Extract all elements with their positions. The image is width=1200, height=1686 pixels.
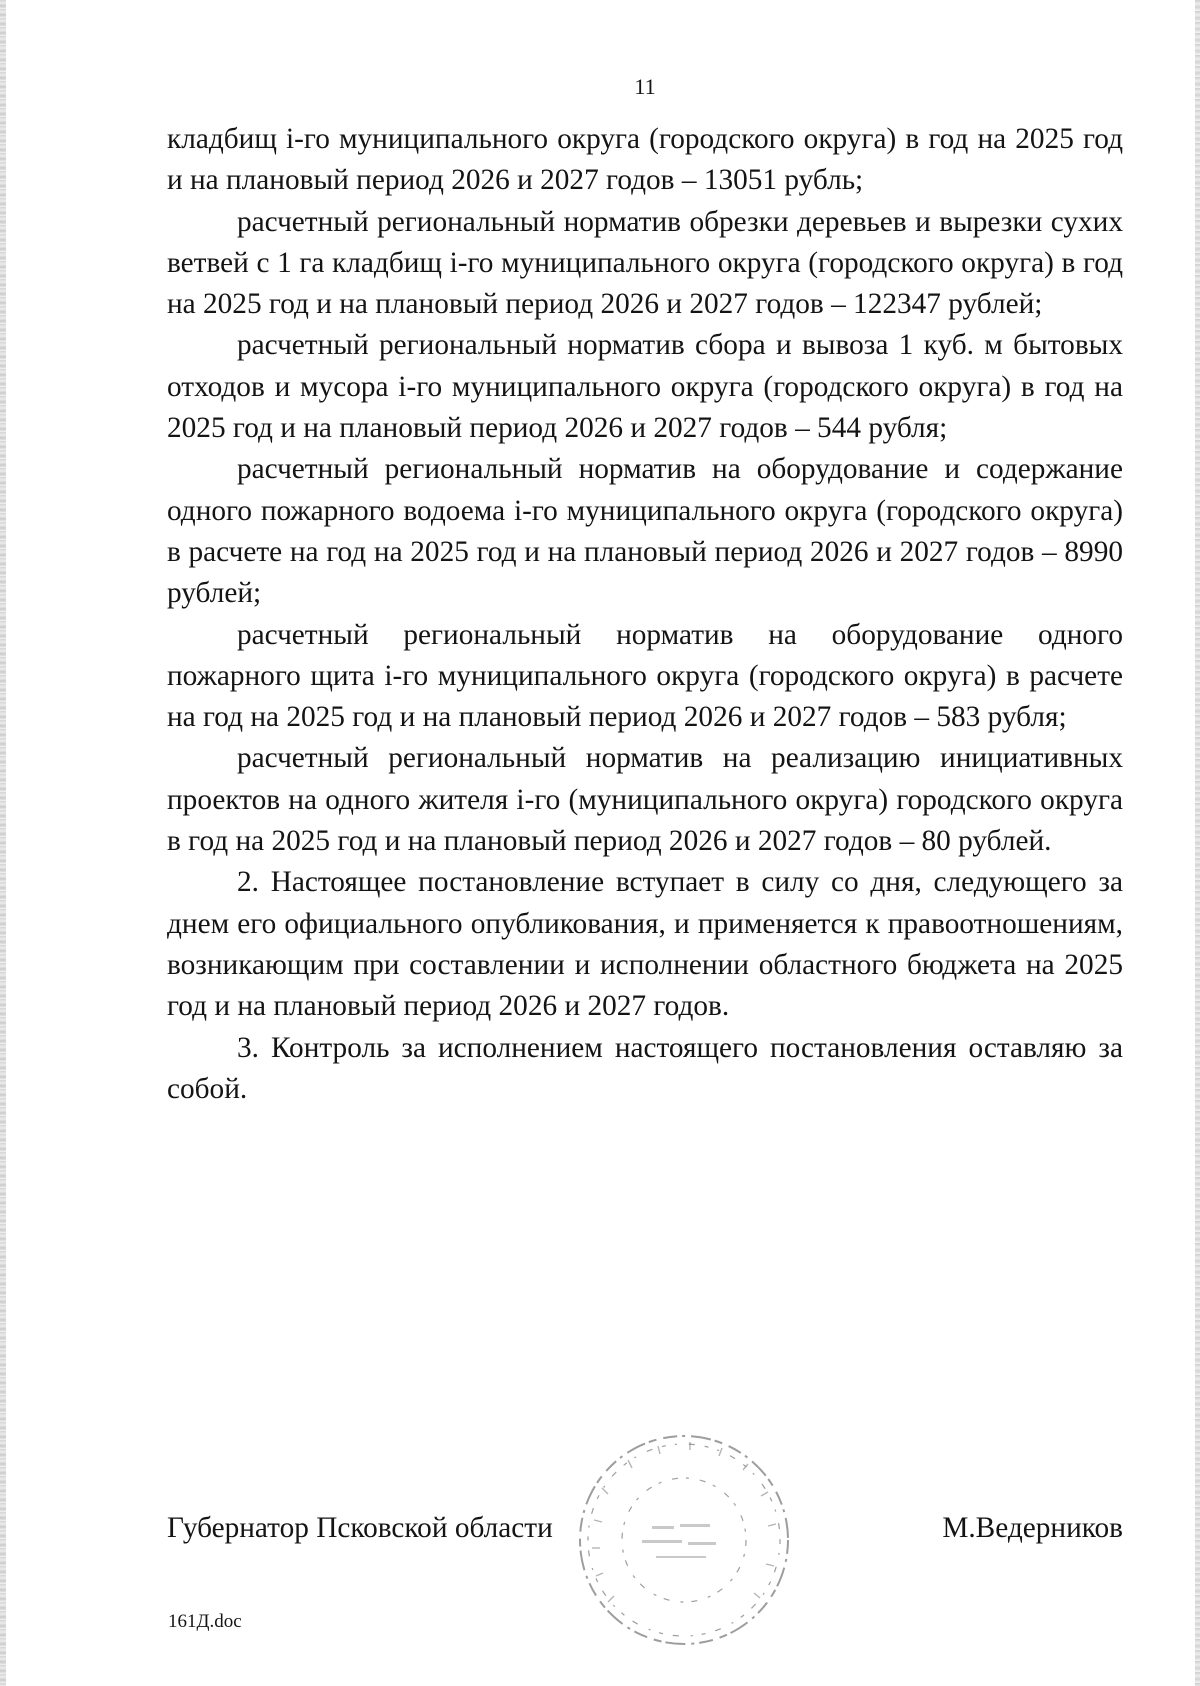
file-name-footer: 161Д.doc [168, 1611, 242, 1632]
paragraph-cemetery-continuation: кладбищ i-го муниципального округа (городского округа) в год на 2025 год и на плановый период 2026 и 2027 годов – 13051 рубль; [167, 123, 1123, 197]
page-number [0, 74, 1200, 100]
signatory-name: М.Ведерников [942, 1512, 1123, 1544]
paragraph-tree-trimming: расчетный региональный норматив обрезки деревьев и вырезки сухих ветвей с 1 га кладбищ i-го муниципального округа (городского округа) в год на 2025 год и на плановый период 2026 и 2027 годов – 122347 рублей; [167, 205, 1123, 321]
paragraph-initiative-projects: расчетный региональный норматив на реализацию инициативных проектов на одного жителя i-го (муниципального округа) городского округа в год на 2025 год и на плановый период 2026 и 2027 годов – 80 рублей. [167, 742, 1123, 858]
scan-edge-right [1195, 0, 1200, 1686]
scan-edge-left [0, 0, 6, 1686]
page-number-text: 11 [634, 74, 656, 99]
official-seal-stamp [572, 1428, 796, 1652]
paragraph-fire-reservoir: расчетный региональный норматив на оборудование и содержание одного пожарного водоема i-го муниципального округа (городского округа) в расчете на год на 2025 год и на плановый период 2026 и 2027 годов – 8990 рублей; [167, 453, 1123, 610]
paragraph-control: 3. Контроль за исполнением настоящего постановления оставляю за собой. [167, 1031, 1123, 1105]
signatory-title: Губернатор Псковской области [167, 1512, 553, 1544]
paragraph-fire-shield: расчетный региональный норматив на оборудование одного пожарного щита i-го муниципального округа (городского округа) в расчете на год на 2025 год и на плановый период 2026 и 2027 годов – 583 рубля; [167, 618, 1123, 734]
paragraph-waste-removal: расчетный региональный норматив сбора и вывоза 1 куб. м бытовых отходов и мусора i-го муниципального округа (городского округа) в год на 2025 год и на плановый период 2026 и 2027 годов – 544 рубля; [167, 329, 1123, 445]
paragraph-entry-into-force: 2. Настоящее постановление вступает в силу со дня, следующего за днем его официального опубликования, и применяется к правоотношениям, возникающим при составлении и исполнении областного бюджета на 2025 год и на плановый период 2026 и 2027 годов. [167, 866, 1123, 1023]
document-body [167, 119, 1123, 1110]
